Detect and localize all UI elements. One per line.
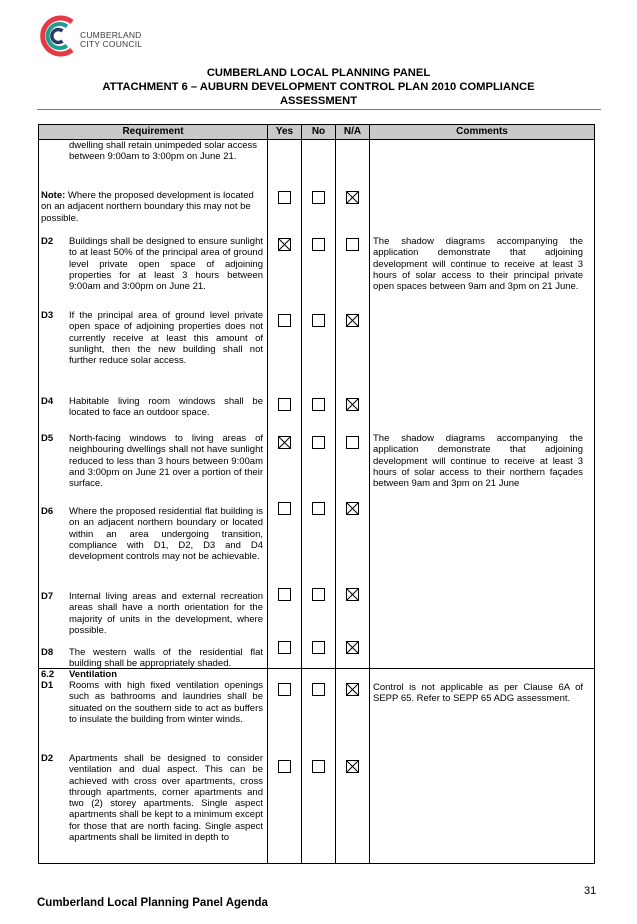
yes-column-1: [268, 140, 301, 668]
d4-yes-checkbox[interactable]: [278, 398, 291, 411]
d3-yes-checkbox[interactable]: [278, 314, 291, 327]
d5-no-checkbox[interactable]: [312, 436, 325, 449]
note-yes-checkbox[interactable]: [278, 191, 291, 204]
section-heading: [41, 669, 263, 680]
continuation-text: dwelling shall retain unimpeded solar access between 9:00am to 3:00pm on June 21.: [69, 140, 257, 163]
d5-yes-checkbox[interactable]: [278, 436, 291, 449]
na-column-2: [336, 669, 369, 863]
note: [41, 190, 263, 224]
d6-yes-checkbox[interactable]: [278, 502, 291, 515]
note-no-checkbox[interactable]: [312, 191, 325, 204]
d3-na-checkbox[interactable]: [346, 314, 359, 327]
d2-na-checkbox[interactable]: [346, 238, 359, 251]
req-row: D5 North-facing windows to living areas of neighbouring dwellings shall not have sunlight reduced to less than 3 hours between 9:00am and 3:00pm on June 21 over a portion of their surface.: [41, 433, 263, 490]
v-d1-na-checkbox[interactable]: [346, 683, 359, 696]
d3-no-checkbox[interactable]: [312, 314, 325, 327]
d8-yes-checkbox[interactable]: [278, 641, 291, 654]
d2-yes-checkbox[interactable]: [278, 238, 291, 251]
d2-no-checkbox[interactable]: [312, 238, 325, 251]
no-column-1: [302, 140, 335, 668]
col-no: No: [302, 125, 336, 140]
v-d1-no-checkbox[interactable]: [312, 683, 325, 696]
council-logo: [36, 14, 80, 58]
req-row: D1 Rooms with high fixed ventilation openings such as bathrooms and laundries shall be situated on the southern side to act as buffers to insulate the building from winter winds.: [41, 680, 263, 725]
compliance-table: [38, 124, 595, 864]
d5-na-checkbox[interactable]: [346, 436, 359, 449]
v-d2-no-checkbox[interactable]: [312, 760, 325, 773]
section-title: Ventilation: [69, 669, 118, 680]
attachment-title: ATTACHMENT 6 – AUBURN DEVELOPMENT CONTROL PLAN 2010 COMPLIANCE: [102, 81, 535, 93]
req-row: D8 The western walls of the residential flat building shall be appropriately shaded.: [41, 647, 263, 670]
no-column-2: [302, 669, 335, 863]
d5-comment: The shadow diagrams accompanying the application demonstrate that adjoining development will continue to receive at least 3 hours of solar access to their northern façades between 9am and 3pm on 21 June: [373, 433, 583, 490]
req-row: D2 Apartments shall be designed to consider ventilation and dual aspect. This can be achieved with cross over apartments, cross through apartments, corner apartments and two (2) storey apartments. Single aspect apartments shall be kept to a minimum except for those that are north facing. Single aspect apartments shall be limited in depth to: [41, 753, 263, 844]
comments-block-2: [370, 669, 594, 863]
attachment-title-cont: ASSESSMENT: [279, 95, 358, 107]
d7-no-checkbox[interactable]: [312, 588, 325, 601]
req-row: D2 Buildings shall be designed to ensure sunlight to at least 50% of the principal area of ground level private open space of adjoining properties for at least 3 hours between 9:00am and 3:00pm on June 21.: [41, 236, 263, 293]
note-text: Where the proposed development is located on an adjacent northern boundary this may not be possible.: [41, 190, 254, 224]
requirement-block-1: [39, 140, 267, 668]
requirement-block-2: [39, 669, 267, 863]
v-d1-comment: Control is not applicable as per Clause 6A of SEPP 65. Refer to SEPP 65 ADG assessment.: [373, 682, 583, 705]
panel-title: CUMBERLAND LOCAL PLANNING PANEL: [206, 67, 431, 79]
footer-title: Cumberland Local Planning Panel Agenda: [37, 897, 268, 909]
v-d2-yes-checkbox[interactable]: [278, 760, 291, 773]
d4-no-checkbox[interactable]: [312, 398, 325, 411]
comments-block-1: [370, 140, 594, 668]
d7-na-checkbox[interactable]: [346, 588, 359, 601]
logo-line1: CUMBERLAND: [80, 30, 142, 40]
na-column-1: [336, 140, 369, 668]
d4-na-checkbox[interactable]: [346, 398, 359, 411]
col-na: N/A: [336, 125, 370, 140]
note-na-checkbox[interactable]: [346, 191, 359, 204]
page-number: 31: [584, 885, 597, 897]
d6-no-checkbox[interactable]: [312, 502, 325, 515]
col-yes: Yes: [268, 125, 302, 140]
logo-line2: CITY COUNCIL: [80, 39, 143, 49]
d7-yes-checkbox[interactable]: [278, 588, 291, 601]
col-comments: Comments: [370, 125, 595, 140]
d6-na-checkbox[interactable]: [346, 502, 359, 515]
yes-column-2: [268, 669, 301, 863]
v-d1-yes-checkbox[interactable]: [278, 683, 291, 696]
d2-comment: The shadow diagrams accompanying the application demonstrate that adjoining development will continue to receive at least 3 hours of solar access to their principal private open spaces between 9am and 3pm on 21 June.: [373, 236, 583, 293]
section-code: 6.2: [41, 669, 55, 680]
note-label: Note:: [41, 190, 66, 201]
col-requirement: Requirement: [39, 125, 268, 140]
d8-no-checkbox[interactable]: [312, 641, 325, 654]
d8-na-checkbox[interactable]: [346, 641, 359, 654]
logo-text: [80, 31, 142, 49]
req-row: D7 Internal living areas and external recreation areas shall have a north orientation for the majority of units in the development, where possible.: [41, 591, 263, 636]
req-row: D4 Habitable living room windows shall be located to face an outdoor space.: [41, 396, 263, 419]
req-row: D3 If the principal area of ground level private open space of adjoining properties does not currently receive at least this amount of sunlight, then the new building shall not further reduce solar access.: [41, 310, 263, 367]
req-row: D6 Where the proposed residential flat building is on an adjacent northern boundary or located within an area undergoing transition, compliance with D1, D2, D3 and D4 development controls may not be achievable.: [41, 506, 263, 563]
header-divider: [37, 109, 601, 110]
v-d2-na-checkbox[interactable]: [346, 760, 359, 773]
